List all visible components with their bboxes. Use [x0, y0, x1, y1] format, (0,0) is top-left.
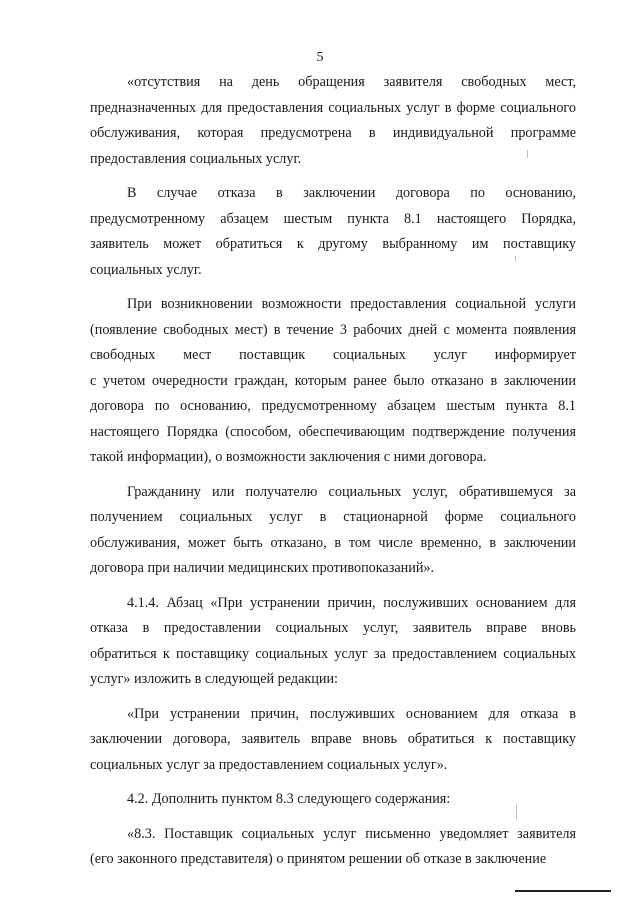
scan-artifact [527, 150, 528, 158]
text-line: «При устранении причин, послуживших основанием для отказа в [127, 705, 576, 722]
paragraph [90, 292, 576, 471]
text-line: такой информации), о возможности заключения с ними договора. [90, 449, 487, 465]
text-line: обслуживания, может быть отказано, в том числе временно, в заключении [90, 534, 576, 551]
text-line: договора при наличии медицинских противопоказаний». [90, 560, 435, 576]
text-line: заключении договора, заявитель вправе вновь обратиться к поставщику [90, 731, 576, 747]
paragraph [90, 591, 576, 693]
text-line: свободных мест поставщик социальных услуг информирует [90, 347, 576, 363]
paragraph [90, 787, 576, 813]
text-line: заявитель может обратиться к другому выбранному им поставщику [90, 236, 576, 252]
text-line: В случае отказа в заключении договора по основанию, [127, 185, 576, 201]
text-line: обратиться к поставщику социальных услуг за предоставлением социальных [90, 645, 576, 662]
paragraph [90, 702, 576, 779]
text-line: настоящего Порядка (способом, обеспечивающим подтверждение получения [90, 423, 576, 440]
text-line: социальных услуг. [90, 261, 202, 278]
document-body [90, 70, 576, 882]
paragraph [90, 480, 576, 582]
paragraph [90, 70, 576, 172]
text-line: услуг» изложить в следующей редакции: [90, 671, 338, 687]
text-line: обслуживания, которая предусмотрена в индивидуальной программе [90, 125, 576, 141]
text-line: (его законного представителя) о принятом решении об отказе в заключение [90, 851, 547, 867]
text-line: предусмотренному абзацем шестым пункта 8.1 настоящего Порядка, [90, 210, 576, 227]
text-line: (появление свободных мест) в течение 3 рабочих дней с момента появления [90, 321, 576, 338]
paragraph [90, 181, 576, 283]
text-line: 4.1.4. Абзац «При устранении причин, послуживших основанием для [127, 594, 576, 611]
text-line: предназначенных для предоставления социальных услуг в форме социального [90, 99, 576, 116]
text-line: получением социальных услуг в стационарной форме социального [90, 509, 576, 525]
text-line: «отсутствия на день обращения заявителя свободных мест, [127, 74, 576, 90]
footer-rule [515, 890, 611, 892]
text-line: Гражданину или получателю социальных услуг, обратившемуся за [127, 483, 576, 500]
text-line: отказа в предоставлении социальных услуг, заявитель вправе вновь [90, 620, 576, 636]
page-number: 5 [316, 50, 324, 65]
scan-artifact [515, 256, 516, 261]
scan-artifact [516, 805, 517, 819]
text-line: с учетом очередности граждан, которым ранее было отказано в заключении [90, 372, 576, 389]
text-line: «8.3. Поставщик социальных услуг письменно уведомляет заявителя [127, 825, 576, 842]
text-line: предоставления социальных услуг. [90, 150, 302, 167]
text-line: При возникновении возможности предоставления социальной услуги [127, 296, 576, 312]
text-line: социальных услуг за предоставлением социальных услуг». [90, 756, 448, 773]
text-line: договора по основанию, предусмотренному абзацем шестым пункта 8.1 [90, 398, 576, 414]
text-line: 4.2. Дополнить пунктом 8.3 следующего содержания: [127, 791, 451, 807]
paragraph [90, 822, 576, 873]
